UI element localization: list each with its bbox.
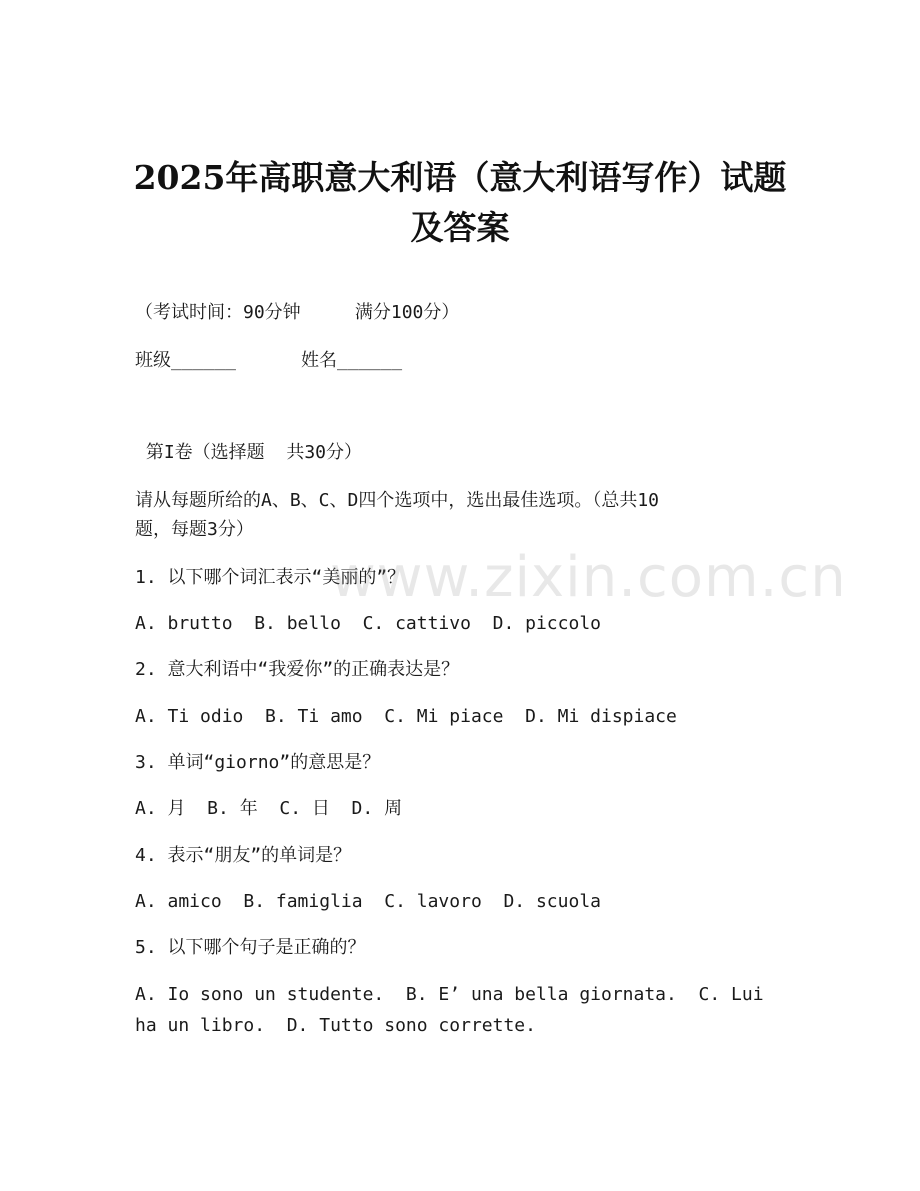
section-heading: 第I卷（选择题 共30分） (135, 442, 363, 463)
question-2-options: A. Ti odio B. Ti amo C. Mi piace D. Mi dispiace (135, 706, 677, 727)
class-and-name-fields: 班级______ 姓名______ (135, 350, 403, 371)
question-3-options: A. 月 B. 年 C. 日 D. 周 (135, 798, 403, 819)
question-5-stem: 5. 以下哪个句子是正确的？ (135, 937, 366, 958)
section-instruction-line-1: 请从每题所给的A、B、C、D四个选项中，选出最佳选项。（总共10 (135, 490, 660, 511)
exam-time-and-score: （考试时间：90分钟 满分100分） (135, 302, 460, 323)
document-title-line-2: 及答案 (410, 208, 510, 247)
question-5-options-line-2: ha un libro. D. Tutto sono corrette. (135, 1015, 536, 1036)
document-title-line-1: 2025年高职意大利语（意大利语写作）试题 (133, 158, 787, 197)
question-1-options: A. brutto B. bello C. cattivo D. piccolo (135, 613, 601, 634)
question-3-stem: 3. 单词“giorno”的意思是？ (135, 752, 381, 773)
watermark: www.zixin.com.cn (330, 545, 847, 610)
section-instruction-line-2: 题，每题3分） (135, 519, 254, 540)
question-4-options: A. amico B. famiglia C. lavoro D. scuola (135, 891, 601, 912)
question-4-stem: 4. 表示“朋友”的单词是？ (135, 845, 352, 866)
question-1-stem: 1. 以下哪个词汇表示“美丽的”？ (135, 567, 406, 588)
question-5-options-line-1: A. Io sono un studente. B. E’ una bella giornata. C. Lui (135, 984, 764, 1005)
question-2-stem: 2. 意大利语中“我爱你”的正确表达是？ (135, 659, 460, 680)
